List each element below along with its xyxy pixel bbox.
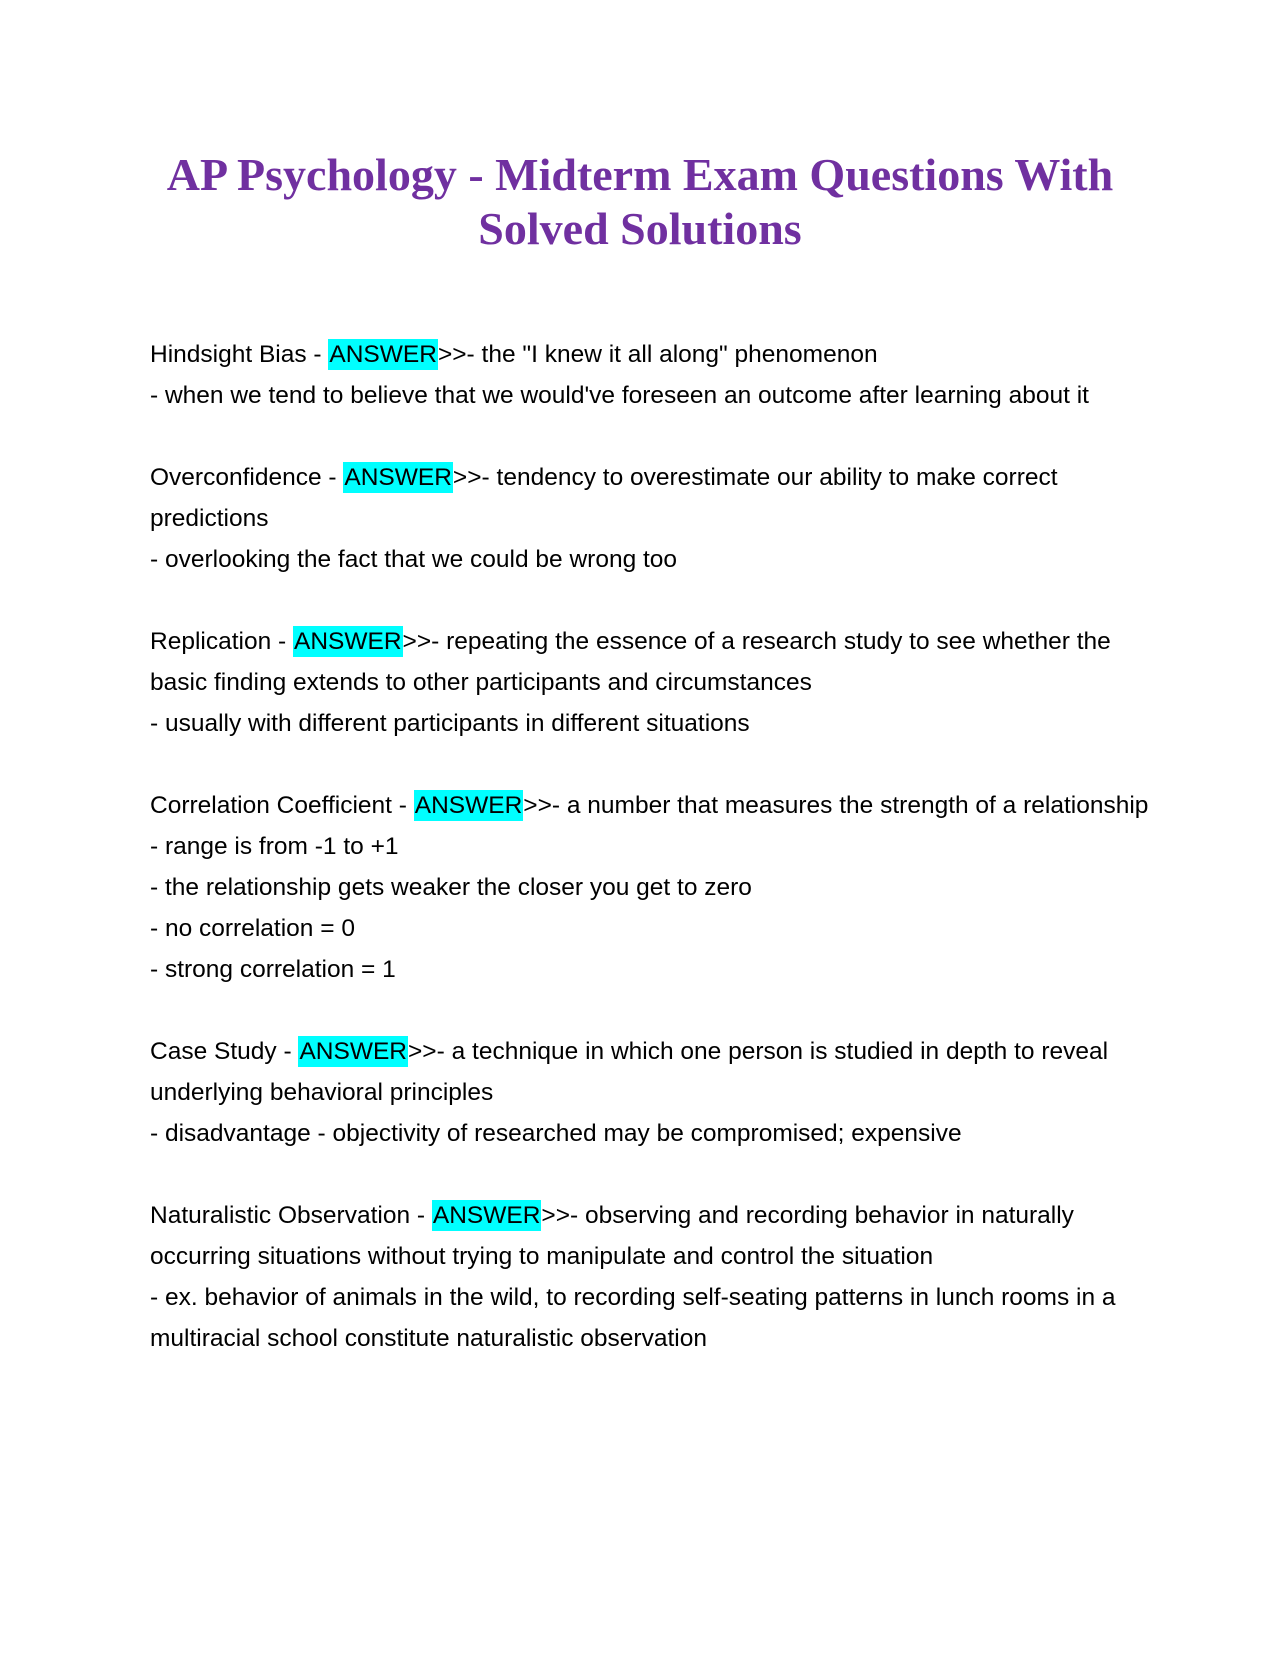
qa-definition: a number that measures the strength of a relationship [566,792,1149,819]
qa-note: - disadvantage - objectivity of researched may be compromised; expensive [150,1120,962,1147]
qa-list [150,334,1150,1400]
qa-term: Case Study - [150,1038,299,1065]
qa-definition: repeating the essence of a research study to see whether the basic finding extends to other participants and circumstances [150,628,1111,696]
qa-term: Naturalistic Observation - [150,1202,432,1229]
qa-note: - no correlation = 0 [150,915,355,942]
qa-note: - when we tend to believe that we would've foreseen an outcome after learning about it [150,382,1089,409]
document-title-line-1: AP Psychology - Midterm Exam Questions With [166,149,1114,200]
qa-note: - strong correlation = 1 [150,956,396,983]
qa-definition-paragraph [150,785,1150,826]
qa-entry [150,334,1150,416]
qa-definition-paragraph [150,1031,1150,1113]
answer-separator: >>- [407,1038,452,1065]
qa-term: Correlation Coefficient - [150,792,414,819]
qa-entry [150,621,1150,744]
answer-separator: >>- [402,628,447,655]
answer-highlight: ANSWER [432,1202,541,1229]
qa-definition: tendency to overestimate our ability to make correct predictions [150,464,1058,532]
qa-definition-paragraph [150,334,1150,375]
qa-definition: observing and recording behavior in naturally occurring situations without trying to manipulate and control the situation [150,1202,1074,1270]
qa-entry [150,1195,1150,1359]
qa-term: Hindsight Bias - [150,341,329,368]
document-title-line-2: Solved Solutions [478,203,802,254]
qa-definition-paragraph [150,621,1150,703]
qa-term: Overconfidence - [150,464,344,491]
qa-entry [150,785,1150,990]
answer-separator: >>- [437,341,482,368]
qa-definition-paragraph [150,457,1150,539]
answer-highlight: ANSWER [293,628,402,655]
answer-highlight: ANSWER [344,464,452,491]
qa-note: - usually with different participants in different situations [150,710,750,737]
qa-note: - ex. behavior of animals in the wild, to recording self-seating patterns in lunch rooms in a multiracial school constitute naturalistic observation [150,1284,1116,1352]
answer-separator: >>- [541,1202,585,1229]
qa-note: - range is from -1 to +1 [150,833,399,860]
answer-highlight: ANSWER [299,1038,407,1065]
answer-separator: >>- [452,464,497,491]
answer-highlight: ANSWER [329,341,437,368]
qa-definition: a technique in which one person is studied in depth to reveal underlying behavioral principles [150,1038,1109,1106]
qa-entry [150,457,1150,580]
qa-term: Replication - [150,628,293,655]
qa-definition-paragraph [150,1195,1150,1277]
document-title [100,148,1180,256]
qa-definition: the "I knew it all along" phenomenon [481,341,878,368]
qa-note: - overlooking the fact that we could be wrong too [150,546,678,573]
answer-separator: >>- [523,792,567,819]
qa-note: - the relationship gets weaker the closer you get to zero [150,874,752,901]
answer-highlight: ANSWER [414,792,523,819]
qa-entry [150,1031,1150,1154]
